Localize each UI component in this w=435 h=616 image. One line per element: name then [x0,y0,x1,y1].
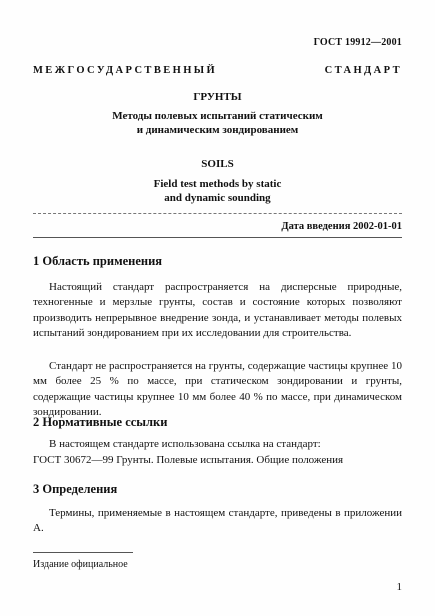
interstate-standard-banner: МЕЖГОСУДАРСТВЕННЫЙ СТАНДАРТ [33,65,402,76]
section-paragraph: В настоящем стандарте использована ссылка на стандарт: [49,438,321,450]
section-heading: 1 Область применения [33,254,163,268]
subtitle-en [20,177,415,205]
section-heading: 2 Нормативные ссылки [33,415,168,429]
page-number: 1 [396,581,402,593]
title-ru: ГРУНТЫ [193,91,242,103]
divider [33,213,402,214]
subtitle-en-line-2: and dynamic sounding [164,192,271,204]
subtitle-ru-line-2: и динамическим зондированием [136,124,299,136]
edition-note: Издание официальное [33,559,128,570]
section-paragraph: Настоящий стандарт распространяется на дисперсные природные, техногенные и мерзлые грунты, состав и состояние которых позволяют производить непрерывное внедрение зонда, и устанавливает методы полевых испытаний зондированием при их исследовании для строительства. [33,281,402,339]
title-en: SOILS [201,158,234,170]
subtitle-en-line-1: Field test methods by static [153,178,282,190]
divider [33,237,402,238]
section-paragraph: Стандарт не распространяется на грунты, содержащие частицы крупнее 10 мм более 25 % по массе, при статическом зондировании и грунты, содержащие частицы крупнее 10 мм более 40 % по массе, при динамическом зондировании. [33,360,402,418]
gost-number: ГОСТ 19912—2001 [313,37,402,48]
section-paragraph: Термины, применяемые в настоящем стандарте, приведены в приложении А. [33,507,402,535]
section-paragraph: ГОСТ 30672—99 Грунты. Полевые испытания. Общие положения [33,454,344,466]
section-heading: 3 Определения [33,482,118,496]
introduction-date: Дата введения 2002-01-01 [281,221,402,232]
subtitle-ru-line-1: Методы полевых испытаний статическим [112,110,323,122]
footnote-rule [33,552,133,553]
subtitle-ru [20,109,415,137]
